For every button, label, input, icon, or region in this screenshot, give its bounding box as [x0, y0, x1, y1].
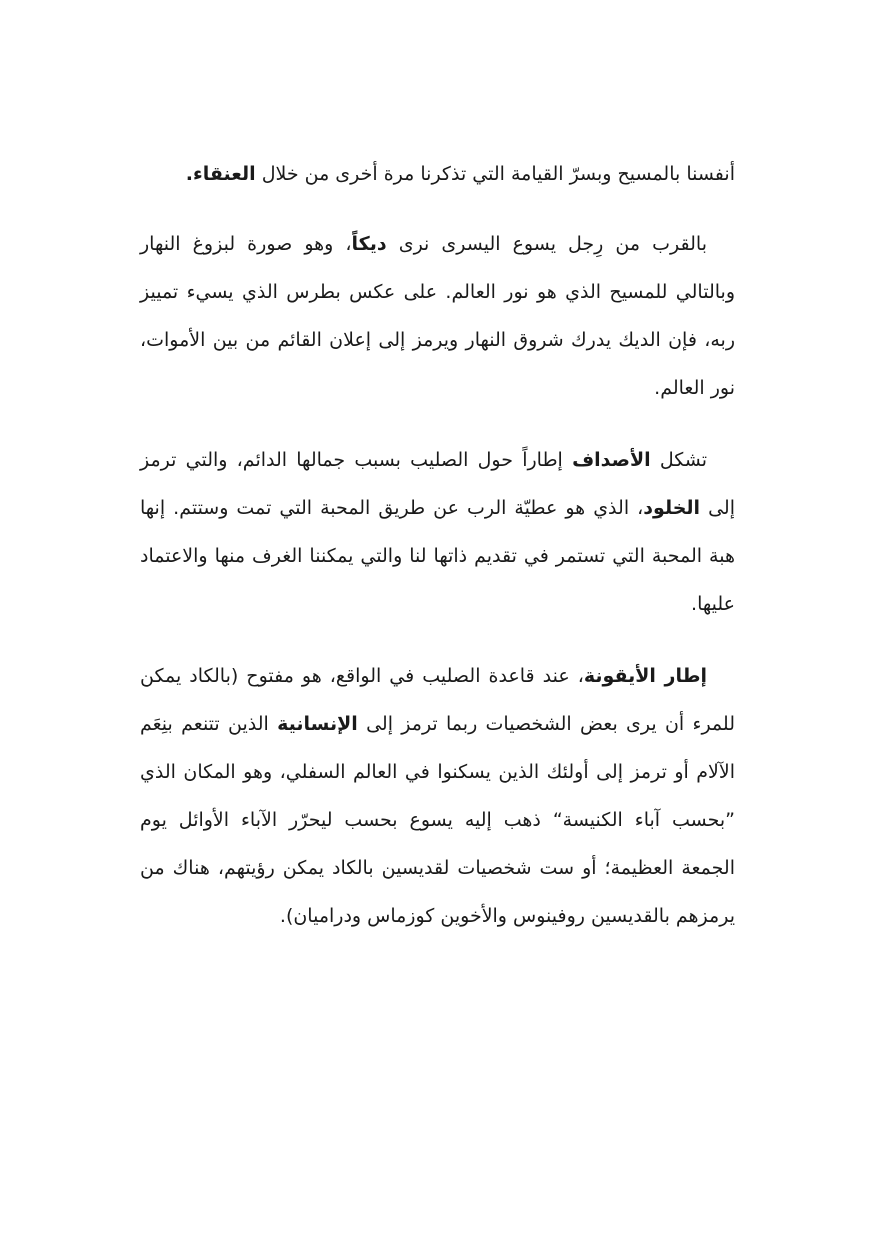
paragraph-rooster [140, 220, 735, 412]
bold-term-rooster: ديكاً [351, 233, 387, 255]
bold-term-phoenix: العنقاء. [185, 163, 256, 185]
paragraph-shells [140, 436, 735, 628]
bold-term-humanity: الإنسانية [277, 713, 358, 735]
paragraph-text: أنفسنا بالمسيح وبسرّ القيامة التي تذكرنا مرة أخرى من خلال [255, 163, 735, 185]
paragraph-text: ، الذي هو عطيّة الرب عن طريق المحبة التي تمت وستتم. إنها هبة المحبة التي تستمر في تقديم ذاتها لنا والتي يمكننا الغرف منها والاعتماد عليها. [140, 497, 735, 615]
paragraph-text: الذين تتنعم بنِعَم الآلام أو ترمز إلى أولئك الذين يسكنوا في العالم السفلي، وهو المكان الذي ”بحسب آباء الكنيسة“ ذهب إليه يسوع بحسب ليحرّر الآباء الأوائل يوم الجمعة العظيمة؛ أو ست شخصيات لقديسين بالكاد يمكن رؤيتهم، هناك من يرمزهم بالقديسين روفينوس والأخوين كوزماس ودراميان). [140, 713, 735, 927]
paragraph-phoenix [140, 150, 735, 198]
paragraph-text: ، وهو صورة لبزوغ النهار وبالتالي للمسيح الذي هو نور العالم. على عكس بطرس الذي يسيء تمييز ربه، فإن الديك يدرك شروق النهار ويرمز إلى إعلان القائم من بين الأموات، نور العالم. [140, 233, 735, 399]
bold-term-shells: الأصداف [572, 449, 651, 471]
paragraph-icon-frame [140, 652, 735, 940]
paragraph-text: تشكل [650, 449, 707, 471]
bold-term-eternity: الخلود [643, 497, 701, 519]
document-page [140, 150, 735, 964]
bold-term-icon-frame: إطار الأيقونة [583, 665, 707, 687]
paragraph-text: بالقرب من رِجل يسوع اليسرى نرى [386, 233, 707, 255]
paragraph-text: ، عند قاعدة الصليب في الواقع، هو مفتوح (بالكاد يمكن للمرء أن يرى بعض الشخصيات ربما ترمز إلى [140, 665, 735, 735]
paragraph-text: إطاراً حول الصليب بسبب جمالها الدائم، والتي ترمز إلى [140, 449, 735, 519]
